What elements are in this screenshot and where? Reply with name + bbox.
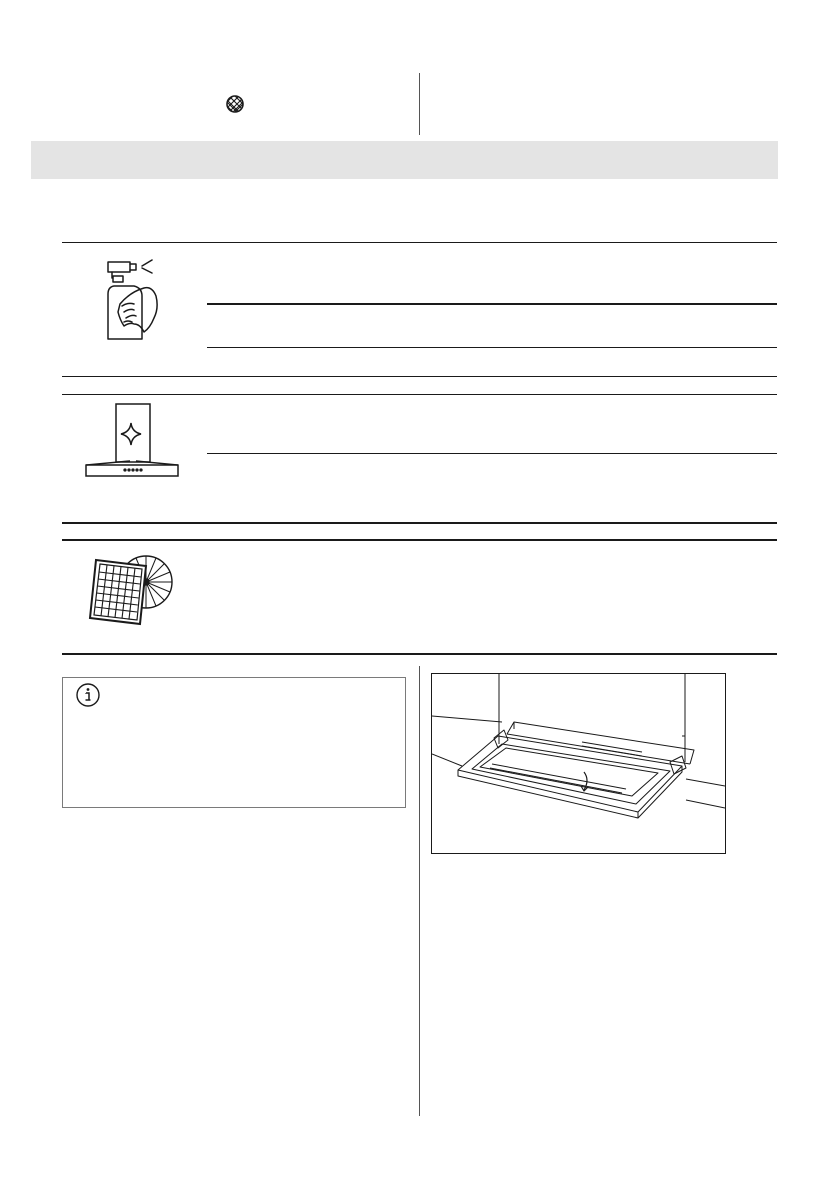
spray-and-cloth-icon: [100, 256, 160, 342]
info-note-box: [62, 677, 406, 808]
info-icon: [75, 682, 101, 708]
section-heading-band: [31, 141, 778, 179]
table-rule-3: [62, 522, 777, 524]
telescopic-hood-filter-removal-illustration: [431, 673, 726, 854]
hood-shine-icon: [84, 403, 180, 477]
body-column-divider: [419, 666, 420, 1116]
table-rule-1: [62, 376, 777, 377]
row1-subrule-2: [207, 347, 777, 348]
table-rule-2: [62, 394, 777, 395]
row2-subrule: [207, 453, 777, 454]
header-filter-symbol-icon: [225, 94, 245, 114]
table-bottom-rule: [62, 653, 777, 655]
table-rule-4: [62, 539, 777, 541]
header-column-divider: [419, 73, 420, 135]
grease-and-carbon-filter-icon: [80, 548, 176, 630]
table-top-rule: [62, 242, 777, 243]
row1-subrule-1: [207, 303, 777, 305]
